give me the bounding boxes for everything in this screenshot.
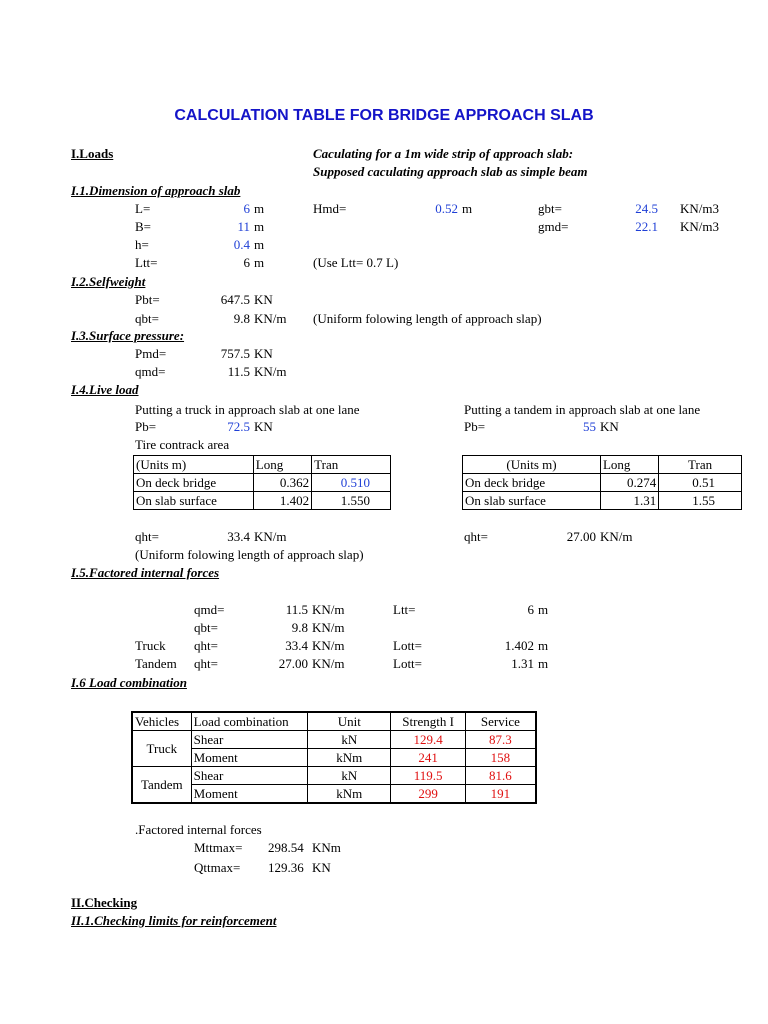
Hmd-value: 0.52	[435, 201, 458, 216]
B-unit: m	[254, 219, 265, 234]
f-qht-truck-value: 33.4	[285, 638, 308, 653]
Mttmax-unit: KNm	[312, 840, 341, 855]
table-header: Load combination	[191, 712, 307, 731]
factored-forces-title: .Factored internal forces	[135, 822, 262, 837]
section-factored-heading: I.5.Factored internal forces	[71, 565, 220, 580]
loads-note-2: Supposed caculating approach slab as simple beam	[313, 164, 588, 179]
gmd-label: gmd=	[538, 219, 569, 234]
table-cell: kN	[308, 767, 391, 785]
truck-text: Putting a truck in approach slab at one lane	[135, 402, 360, 417]
h-label: h=	[135, 237, 149, 252]
table-row	[132, 767, 536, 785]
qht-tandem-unit: KN/m	[600, 529, 633, 544]
qht-truck-unit: KN/m	[254, 529, 287, 544]
section-checking-limits-heading: II.1.Checking limits for reinforcement	[71, 913, 277, 928]
Hmd-label: Hmd=	[313, 201, 347, 216]
table-row	[134, 492, 391, 510]
f-qmd-value: 11.5	[285, 602, 308, 617]
table-header: Service	[465, 712, 536, 731]
Pb-truck-label: Pb=	[135, 419, 157, 434]
section-surface-heading: I.3.Surface pressure:	[71, 328, 185, 343]
B-value: 11	[237, 219, 250, 234]
Hmd-unit: m	[462, 201, 473, 216]
f-Lott2-label: Lott=	[393, 656, 422, 671]
table-cell: 129.4	[391, 731, 465, 749]
f-Ltt-unit: m	[538, 602, 549, 617]
section-loads-heading: I.Loads	[71, 146, 114, 161]
table-header: (Units m)	[463, 456, 601, 474]
f-Lott2-value: 1.31	[511, 656, 534, 671]
gmd-unit: KN/m3	[680, 219, 719, 234]
table-row	[134, 474, 391, 492]
table-cell: 241	[391, 749, 465, 767]
Pb-truck-value: 72.5	[227, 419, 250, 434]
h-unit: m	[254, 237, 265, 252]
table-cell: On deck bridge	[134, 474, 254, 492]
Pb-truck-unit: KN	[254, 419, 273, 434]
table-row	[132, 712, 536, 731]
f-truck-label: Truck	[135, 638, 166, 653]
Mttmax-label: Mttmax=	[194, 840, 243, 855]
table-cell: 81.6	[465, 767, 536, 785]
section-liveload-heading: I.4.Live load	[71, 382, 139, 397]
table-cell: 0.362	[253, 474, 311, 492]
qbt-value: 9.8	[233, 311, 250, 326]
f-qmd-label: qmd=	[194, 602, 225, 617]
qht-tandem-value: 27.00	[566, 529, 596, 544]
Pbt-value: 647.5	[220, 292, 250, 307]
table-cell: 119.5	[391, 767, 465, 785]
gbt-unit: KN/m3	[680, 201, 719, 216]
table-row	[463, 492, 742, 510]
table-header: (Units m)	[134, 456, 254, 474]
table-cell: Moment	[191, 749, 307, 767]
Pbt-label: Pbt=	[135, 292, 160, 307]
vehicle-cell: Tandem	[132, 767, 191, 804]
f-qmd-unit: KN/m	[312, 602, 345, 617]
Pbt-unit: KN	[254, 292, 273, 307]
table-cell: 1.55	[659, 492, 742, 510]
table-cell: On slab surface	[463, 492, 601, 510]
Ltt-value: 6	[243, 255, 250, 270]
gbt-value: 24.5	[635, 201, 658, 216]
h-value: 0.4	[233, 237, 250, 252]
qht-truck-label: qht=	[135, 529, 159, 544]
load-combination-table	[131, 711, 537, 804]
f-qht-tandem-value: 27.00	[278, 656, 308, 671]
Pmd-value: 757.5	[220, 346, 250, 361]
table-cell: On deck bridge	[463, 474, 601, 492]
table-cell: kN	[308, 731, 391, 749]
qht-truck-value: 33.4	[227, 529, 250, 544]
f-Lott1-value: 1.402	[504, 638, 534, 653]
f-qbt-value: 9.8	[291, 620, 308, 635]
qbt-label: qbt=	[135, 311, 159, 326]
gmd-value: 22.1	[635, 219, 658, 234]
table-cell: 1.402	[253, 492, 311, 510]
Qttmax-label: Qttmax=	[194, 860, 241, 875]
table-cell: 1.31	[600, 492, 658, 510]
table-row	[463, 456, 742, 474]
section-checking-heading: II.Checking	[71, 895, 138, 910]
qbt-unit: KN/m	[254, 311, 287, 326]
section-combination-heading: I.6 Load combination	[71, 675, 187, 690]
table-header: Long	[600, 456, 658, 474]
table-row	[132, 785, 536, 804]
table-cell: 158	[465, 749, 536, 767]
table-header: Vehicles	[132, 712, 191, 731]
table-cell: Moment	[191, 785, 307, 804]
qmd-value: 11.5	[227, 364, 250, 379]
table-row	[463, 474, 742, 492]
page-title: CALCULATION TABLE FOR BRIDGE APPROACH SLAB	[174, 107, 594, 124]
table-cell: 299	[391, 785, 465, 804]
liveload-note: (Uniform folowing length of approach slap)	[135, 547, 364, 562]
table-header: Long	[253, 456, 311, 474]
table-row	[132, 731, 536, 749]
f-qbt-unit: KN/m	[312, 620, 345, 635]
f-Ltt-value: 6	[527, 602, 534, 617]
Pmd-label: Pmd=	[135, 346, 167, 361]
table-cell: 87.3	[465, 731, 536, 749]
section-selfweight-heading: I.2.Selfweight	[71, 274, 146, 289]
Pb-tandem-unit: KN	[600, 419, 619, 434]
Pb-tandem-value: 55	[583, 419, 596, 434]
f-tandem-label: Tandem	[135, 656, 177, 671]
qht-tandem-label: qht=	[464, 529, 488, 544]
Ltt-note: (Use Ltt= 0.7 L)	[313, 255, 399, 270]
Qttmax-value: 129.36	[268, 860, 304, 875]
qmd-unit: KN/m	[254, 364, 287, 379]
table-header: Unit	[308, 712, 391, 731]
Qttmax-unit: KN	[312, 860, 331, 875]
table-cell: 0.510	[312, 474, 391, 492]
truck-tire-table	[133, 455, 391, 510]
L-label: L=	[135, 201, 151, 216]
table-cell: kNm	[308, 749, 391, 767]
f-Ltt-label: Ltt=	[393, 602, 416, 617]
table-header: Tran	[659, 456, 742, 474]
L-unit: m	[254, 201, 265, 216]
tire-area-label: Tire contrack area	[135, 437, 230, 452]
table-header: Tran	[312, 456, 391, 474]
tandem-tire-table	[462, 455, 742, 510]
L-value: 6	[243, 201, 250, 216]
table-row	[134, 456, 391, 474]
f-Lott1-label: Lott=	[393, 638, 422, 653]
qbt-note: (Uniform folowing length of approach slap)	[313, 311, 542, 326]
gbt-label: gbt=	[538, 201, 562, 216]
table-cell: 191	[465, 785, 536, 804]
qmd-label: qmd=	[135, 364, 166, 379]
table-cell: Shear	[191, 767, 307, 785]
f-Lott2-unit: m	[538, 656, 549, 671]
Pb-tandem-label: Pb=	[464, 419, 486, 434]
f-qht-tandem-label: qht=	[194, 656, 218, 671]
Ltt-unit: m	[254, 255, 265, 270]
section-dimension-heading: I.1.Dimension of approach slab	[71, 183, 241, 198]
f-qbt-label: qbt=	[194, 620, 218, 635]
table-row	[132, 749, 536, 767]
table-cell: 0.274	[600, 474, 658, 492]
vehicle-cell: Truck	[132, 731, 191, 767]
table-cell: Shear	[191, 731, 307, 749]
loads-note-1: Caculating for a 1m wide strip of approach slab:	[313, 146, 574, 161]
B-label: B=	[135, 219, 152, 234]
f-qht-truck-unit: KN/m	[312, 638, 345, 653]
Ltt-label: Ltt=	[135, 255, 158, 270]
table-cell: On slab surface	[134, 492, 254, 510]
Mttmax-value: 298.54	[268, 840, 304, 855]
table-cell: 0.51	[659, 474, 742, 492]
table-cell: 1.550	[312, 492, 391, 510]
table-header: Strength I	[391, 712, 465, 731]
tandem-text: Putting a tandem in approach slab at one lane	[464, 402, 701, 417]
f-qht-tandem-unit: KN/m	[312, 656, 345, 671]
f-qht-truck-label: qht=	[194, 638, 218, 653]
f-Lott1-unit: m	[538, 638, 549, 653]
table-cell: kNm	[308, 785, 391, 804]
Pmd-unit: KN	[254, 346, 273, 361]
